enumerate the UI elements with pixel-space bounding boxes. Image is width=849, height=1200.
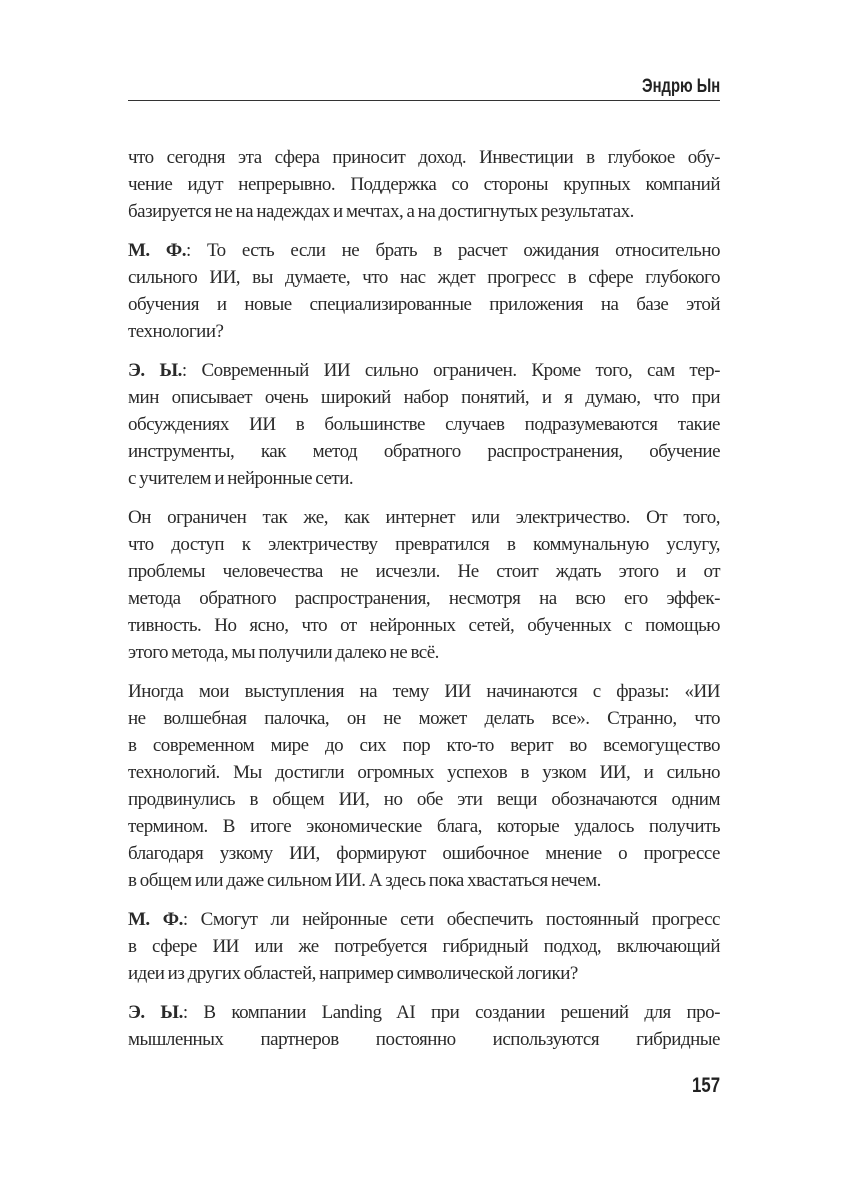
text-line bbox=[128, 318, 720, 345]
text-line bbox=[128, 678, 720, 705]
text-line bbox=[128, 585, 720, 612]
line-text: : Смогут ли нейронные сети обеспечить постоянный прогресс bbox=[182, 909, 720, 930]
line-text: в общем или даже сильном ИИ. А здесь пока хвастаться нечем. bbox=[128, 870, 601, 891]
speaker-label: М. Ф. bbox=[128, 909, 183, 930]
line-text: тивность. Но ясно, что от нейронных сетей, обученных с помощью bbox=[128, 615, 720, 636]
text-line bbox=[128, 906, 720, 933]
line-text: : Современный ИИ сильно ограничен. Кроме того, сам тер- bbox=[181, 360, 720, 381]
text-line bbox=[128, 171, 720, 198]
line-text: инструменты, как метод обратного распространения, обучение bbox=[128, 441, 720, 462]
line-text: идеи из других областей, например символической логики? bbox=[128, 963, 578, 984]
line-text: не волшебная палочка, он не может делать все». Странно, что bbox=[128, 708, 720, 729]
line-text: мышленных партнеров постоянно используются гибридные bbox=[128, 1029, 720, 1050]
text-line bbox=[128, 639, 720, 666]
text-line bbox=[128, 813, 720, 840]
text-line bbox=[128, 384, 720, 411]
line-text: чение идут непрерывно. Поддержка со стороны крупных компаний bbox=[128, 174, 720, 195]
running-header: Эндрю Ын bbox=[641, 76, 720, 97]
paragraph bbox=[128, 906, 720, 987]
page-body bbox=[128, 144, 720, 1065]
text-line bbox=[128, 237, 720, 264]
paragraph bbox=[128, 144, 720, 225]
text-line bbox=[128, 558, 720, 585]
text-line bbox=[128, 504, 720, 531]
text-line bbox=[128, 960, 720, 987]
text-line bbox=[128, 933, 720, 960]
line-text: обучения и новые специализированные приложения на базе этой bbox=[128, 294, 720, 315]
text-line bbox=[128, 264, 720, 291]
text-line bbox=[128, 438, 720, 465]
line-text: Он ограничен так же, как интернет или электричество. От того, bbox=[128, 507, 720, 528]
text-line bbox=[128, 198, 720, 225]
text-line bbox=[128, 612, 720, 639]
text-line bbox=[128, 786, 720, 813]
line-text: базируется не на надеждах и мечтах, а на достигнутых результатах. bbox=[128, 201, 634, 222]
text-line bbox=[128, 144, 720, 171]
line-text: продвинулись в общем ИИ, но обе эти вещи обозначаются одним bbox=[128, 789, 720, 810]
paragraph bbox=[128, 237, 720, 345]
paragraph bbox=[128, 678, 720, 894]
text-line bbox=[128, 531, 720, 558]
line-text: с учителем и нейронные сети. bbox=[128, 468, 354, 489]
line-text: : В компании Landing AI при создании решений для про- bbox=[182, 1002, 720, 1023]
line-text: благодаря узкому ИИ, формируют ошибочное мнение о прогрессе bbox=[128, 843, 720, 864]
text-line bbox=[128, 759, 720, 786]
text-line bbox=[128, 867, 720, 894]
text-line bbox=[128, 840, 720, 867]
line-text: технологии? bbox=[128, 321, 224, 342]
line-text: в сфере ИИ или же потребуется гибридный подход, включающий bbox=[128, 936, 720, 957]
line-text: : То есть если не брать в расчет ожидания относительно bbox=[185, 240, 720, 261]
paragraph bbox=[128, 357, 720, 492]
text-line bbox=[128, 291, 720, 318]
speaker-label: М. Ф. bbox=[128, 240, 186, 261]
page-number: 157 bbox=[691, 1074, 720, 1097]
line-text: метода обратного распространения, несмотря на всю его эффек- bbox=[128, 588, 720, 609]
line-text: проблемы человечества не исчезли. Не стоит ждать этого и от bbox=[128, 561, 720, 582]
text-line bbox=[128, 357, 720, 384]
line-text: что доступ к электричеству превратился в коммунальную услугу, bbox=[128, 534, 720, 555]
line-text: термином. В итоге экономические блага, которые удалось получить bbox=[128, 816, 720, 837]
line-text: технологий. Мы достигли огромных успехов в узком ИИ, и сильно bbox=[128, 762, 720, 783]
line-text: обсуждениях ИИ в большинстве случаев подразумеваются такие bbox=[128, 414, 720, 435]
paragraph bbox=[128, 999, 720, 1053]
line-text: мин описывает очень широкий набор понятий, и я думаю, что при bbox=[128, 387, 720, 408]
line-text: в современном мире до сих пор кто-то верит во всемогущество bbox=[128, 735, 720, 756]
text-line bbox=[128, 465, 720, 492]
paragraph bbox=[128, 504, 720, 666]
line-text: сильного ИИ, вы думаете, что нас ждет прогресс в сфере глубокого bbox=[128, 267, 720, 288]
line-text: Иногда мои выступления на тему ИИ начинаются с фразы: «ИИ bbox=[128, 681, 720, 702]
text-line bbox=[128, 705, 720, 732]
speaker-label: Э. Ы. bbox=[128, 360, 182, 381]
speaker-label: Э. Ы. bbox=[128, 1002, 183, 1023]
text-line bbox=[128, 1026, 720, 1053]
text-line bbox=[128, 411, 720, 438]
text-line bbox=[128, 732, 720, 759]
line-text: что сегодня эта сфера приносит доход. Инвестиции в глубокое обу- bbox=[128, 147, 720, 168]
header-rule bbox=[128, 100, 720, 101]
line-text: этого метода, мы получили далеко не всё. bbox=[128, 642, 439, 663]
text-line bbox=[128, 999, 720, 1026]
